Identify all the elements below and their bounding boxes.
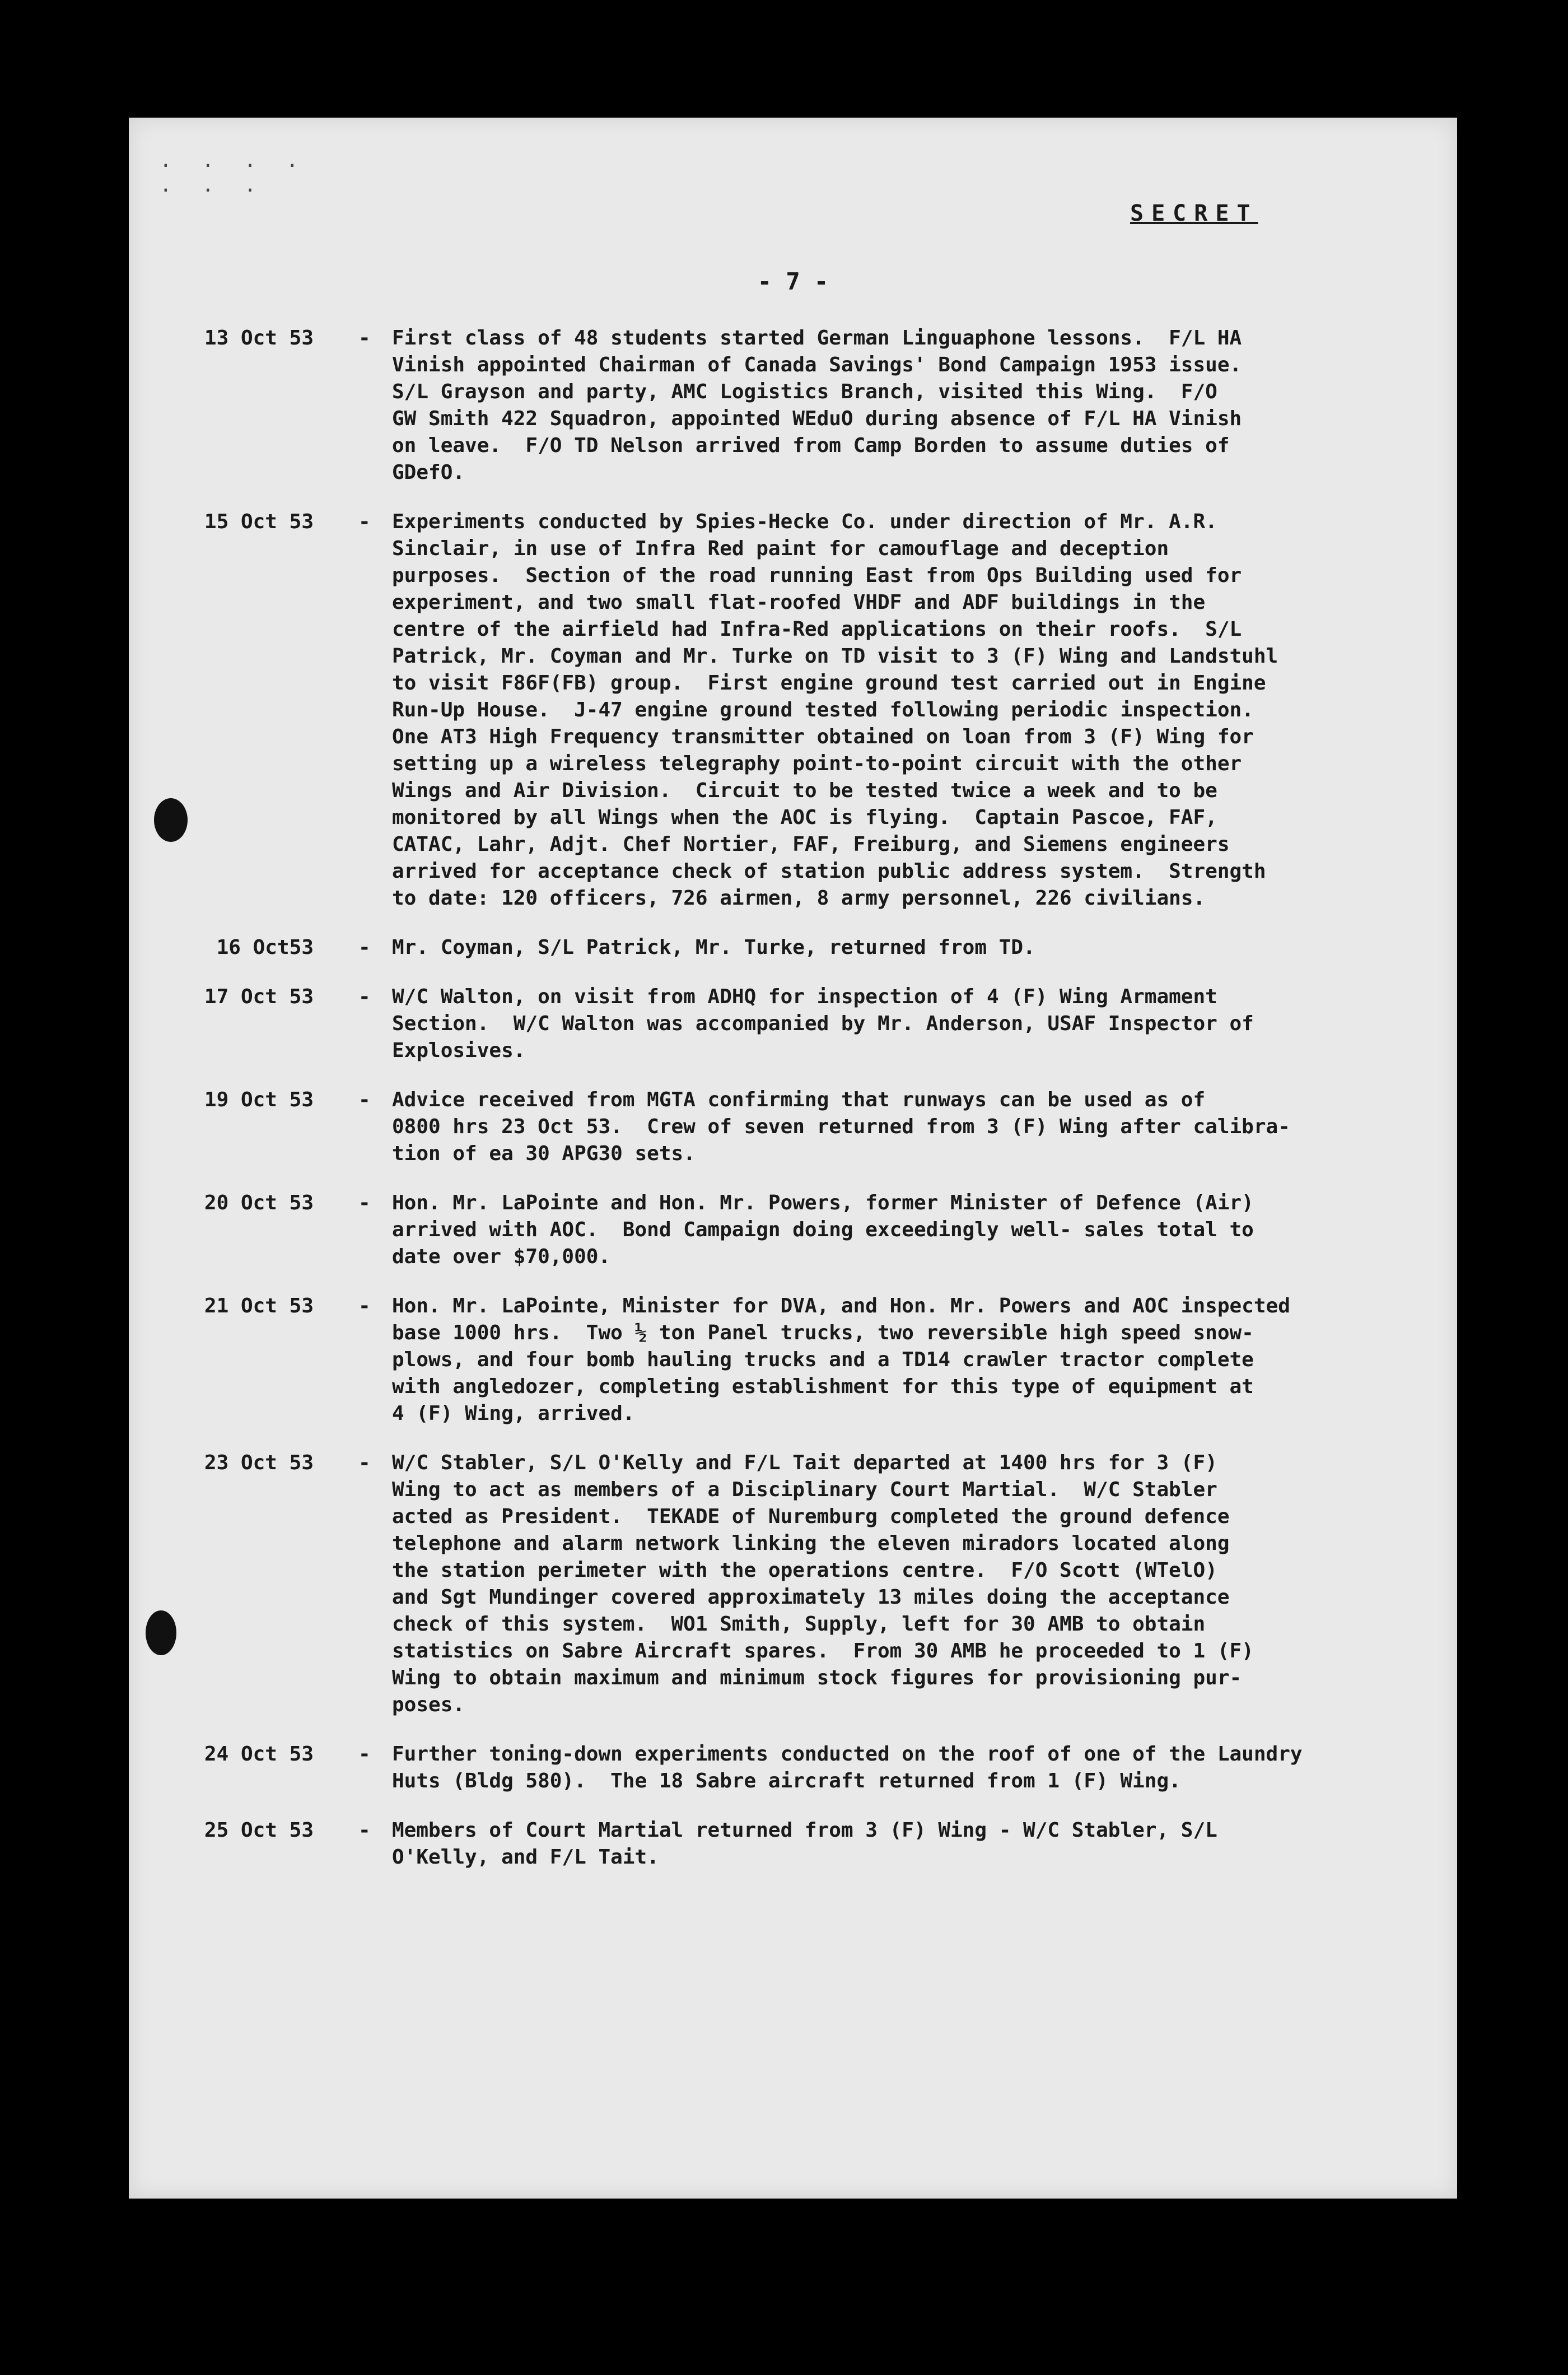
margin-specks: . . . . . . . (160, 149, 307, 197)
entry-dash: - (358, 1294, 371, 1317)
entry-line: 4 (F) Wing, arrived. (392, 1402, 635, 1425)
entry-line: Experiments conducted by Spies-Hecke Co. under direction of Mr. A.R. (392, 510, 1217, 533)
page-number: - 7 - (757, 268, 829, 295)
entry-dash: - (358, 1451, 371, 1474)
entry-line: Members of Court Martial returned from 3 (F) Wing - W/C Stabler, S/L (392, 1819, 1217, 1842)
document-page (129, 118, 1457, 2199)
entry-line: Wing to act as members of a Disciplinary Court Martial. W/C Stabler (392, 1478, 1217, 1501)
entry-line: to visit F86F(FB) group. First engine ground test carried out in Engine (392, 672, 1266, 695)
entry-line: to date: 120 officers, 726 airmen, 8 army personnel, 226 civilians. (392, 887, 1206, 910)
entry-line: with angledozer, completing establishment for this type of equipment at (392, 1375, 1254, 1398)
entry-text (392, 1293, 1400, 1427)
entry-date: 19 Oct 53 (204, 1088, 314, 1111)
entry-line: GW Smith 422 Squadron, appointed WEduO during absence of F/L HA Vinish (392, 407, 1242, 430)
entry-date: 17 Oct 53 (204, 985, 314, 1008)
diary-entry (129, 1190, 1457, 1270)
entry-line: W/C Walton, on visit from ADHQ for inspection of 4 (F) Wing Armament (392, 985, 1217, 1008)
entry-line: S/L Grayson and party, AMC Logistics Branch, visited this Wing. F/O (392, 380, 1217, 403)
entry-dash: - (358, 510, 371, 533)
entry-line: check of this system. WO1 Smith, Supply, left for 30 AMB to obtain (392, 1613, 1206, 1636)
entry-date: 25 Oct 53 (204, 1819, 314, 1842)
entry-line: Patrick, Mr. Coyman and Mr. Turke on TD visit to 3 (F) Wing and Landstuhl (392, 645, 1278, 668)
entry-line: base 1000 hrs. Two ½ ton Panel trucks, two reversible high speed snow- (392, 1321, 1254, 1344)
entry-line: centre of the airfield had Infra-Red applications on their roofs. S/L (392, 618, 1242, 641)
entry-line: telephone and alarm network linking the eleven miradors located along (392, 1532, 1230, 1555)
entry-line: statistics on Sabre Aircraft spares. From 30 AMB he proceeded to 1 (F) (392, 1640, 1254, 1662)
entry-line: O'Kelly, and F/L Tait. (392, 1846, 659, 1869)
entry-line: on leave. F/O TD Nelson arrived from Camp Borden to assume duties of (392, 434, 1230, 457)
entry-date: 20 Oct 53 (204, 1191, 314, 1214)
entry-text (392, 984, 1400, 1064)
entry-date: 23 Oct 53 (204, 1451, 314, 1474)
entry-line: GDefO. (392, 461, 465, 484)
entry-line: Mr. Coyman, S/L Patrick, Mr. Turke, returned from TD. (392, 936, 1035, 959)
entry-line: setting up a wireless telegraphy point-to-point circuit with the other (392, 752, 1242, 775)
entry-date: 13 Oct 53 (204, 327, 314, 350)
entry-line: experiment, and two small flat-roofed VHDF and ADF buildings in the (392, 591, 1206, 614)
entry-text (392, 325, 1400, 486)
entry-dash: - (358, 1819, 371, 1842)
diary-entry (129, 1741, 1457, 1795)
entry-line: Explosives. (392, 1039, 526, 1062)
entry-date: 24 Oct 53 (204, 1743, 314, 1766)
entry-line: monitored by all Wings when the AOC is flying. Captain Pascoe, FAF, (392, 806, 1217, 829)
diary-entry (129, 509, 1457, 912)
entry-text (392, 1817, 1400, 1871)
entry-line: Sinclair, in use of Infra Red paint for camouflage and deception (392, 537, 1169, 560)
entry-line: acted as President. TEKADE of Nuremburg completed the ground defence (392, 1505, 1230, 1528)
entry-line: W/C Stabler, S/L O'Kelly and F/L Tait departed at 1400 hrs for 3 (F) (392, 1451, 1217, 1474)
diary-entry (129, 984, 1457, 1064)
entry-line: Wings and Air Division. Circuit to be tested twice a week and to be (392, 779, 1217, 802)
diary-entry (129, 1293, 1457, 1427)
entry-dash: - (358, 1191, 371, 1214)
entry-line: Further toning-down experiments conducted on the roof of one of the Laundry (392, 1743, 1303, 1766)
entry-dash: - (358, 1743, 371, 1766)
entry-date: 15 Oct 53 (204, 510, 314, 533)
entry-dash: - (358, 985, 371, 1008)
diary-entries (129, 325, 1457, 1893)
classification-marking: SECRET (1130, 201, 1258, 226)
diary-entry (129, 1817, 1457, 1871)
entry-line: One AT3 High Frequency transmitter obtained on loan from 3 (F) Wing for (392, 725, 1254, 748)
entry-line: tion of ea 30 APG30 sets. (392, 1142, 696, 1165)
diary-entry (129, 325, 1457, 486)
entry-line: First class of 48 students started German Linguaphone lessons. F/L HA (392, 327, 1242, 350)
entry-line: purposes. Section of the road running East from Ops Building used for (392, 564, 1242, 587)
entry-line: Huts (Bldg 580). The 18 Sabre aircraft returned from 1 (F) Wing. (392, 1769, 1181, 1792)
entry-line: Vinish appointed Chairman of Canada Savings' Bond Campaign 1953 issue. (392, 353, 1242, 376)
entry-line: Hon. Mr. LaPointe, Minister for DVA, and Hon. Mr. Powers and AOC inspected (392, 1294, 1290, 1317)
entry-dash: - (358, 1088, 371, 1111)
entry-line: Advice received from MGTA confirming that runways can be used as of (392, 1088, 1206, 1111)
entry-text (392, 509, 1400, 912)
entry-line: Section. W/C Walton was accompanied by Mr. Anderson, USAF Inspector of (392, 1012, 1254, 1035)
diary-entry (129, 1087, 1457, 1167)
diary-entry (129, 1450, 1457, 1719)
entry-date: 16 Oct53 (216, 936, 314, 959)
entry-text (392, 1087, 1400, 1167)
entry-text (392, 934, 1400, 961)
entry-dash: - (358, 936, 371, 959)
entry-line: arrived with AOC. Bond Campaign doing exceedingly well- sales total to (392, 1218, 1254, 1241)
entry-line: and Sgt Mundinger covered approximately 13 miles doing the acceptance (392, 1586, 1230, 1609)
entry-text (392, 1190, 1400, 1270)
entry-line: plows, and four bomb hauling trucks and a TD14 crawler tractor complete (392, 1348, 1254, 1371)
entry-line: date over $70,000. (392, 1245, 611, 1268)
entry-line: the station perimeter with the operations centre. F/O Scott (WTelO) (392, 1559, 1217, 1582)
diary-entry (129, 934, 1457, 961)
entry-line: Run-Up House. J-47 engine ground tested following periodic inspection. (392, 698, 1254, 721)
entry-line: 0800 hrs 23 Oct 53. Crew of seven returned from 3 (F) Wing after calibra- (392, 1115, 1290, 1138)
entry-line: CATAC, Lahr, Adjt. Chef Nortier, FAF, Freiburg, and Siemens engineers (392, 833, 1230, 856)
entry-dash: - (358, 327, 371, 350)
entry-line: Hon. Mr. LaPointe and Hon. Mr. Powers, former Minister of Defence (Air) (392, 1191, 1254, 1214)
entry-line: arrived for acceptance check of station public address system. Strength (392, 860, 1266, 883)
entry-text (392, 1741, 1400, 1795)
entry-line: Wing to obtain maximum and minimum stock figures for provisioning pur- (392, 1666, 1242, 1689)
entry-line: poses. (392, 1693, 465, 1716)
entry-text (392, 1450, 1400, 1719)
entry-date: 21 Oct 53 (204, 1294, 314, 1317)
